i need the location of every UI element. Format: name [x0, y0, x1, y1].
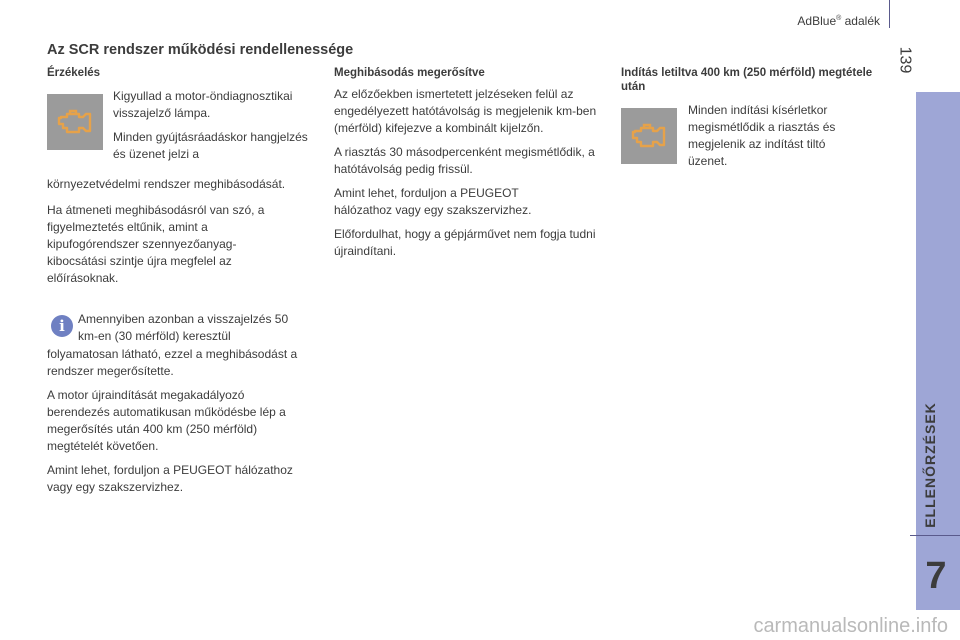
engine-check-icon: [47, 94, 103, 150]
header-brand: [797, 14, 880, 28]
page-number-text: 139: [895, 46, 913, 74]
column-confirmed: [334, 66, 604, 267]
paragraph: Előfordulhat, hogy a gépjárművet nem fogja tudni újraindítani.: [334, 227, 596, 258]
page-title: Az SCR rendszer működési rendellenessége: [47, 42, 354, 58]
column-heading: Meghibásodás megerősítve: [334, 67, 485, 79]
chapter-number: 7: [925, 555, 947, 597]
paragraph: A motor újraindítását megakadályozó berendezés automatikusan működésbe lép a megerősítés után 400 km (250 mérföld) megtételét követően.: [47, 388, 286, 453]
paragraph: Kigyullad a motor-öndiagnosztikai visszajelző lámpa.: [113, 89, 293, 120]
column-start-blocked: [621, 66, 881, 182]
paragraph: Amennyiben azonban a visszajelzés 50 km-en (30 mérföld) keresztül: [78, 312, 289, 343]
paragraph: környezetvédelmi rendszer meghibásodását.: [47, 177, 286, 191]
column-detection: [47, 66, 317, 503]
paragraph: Minden gyújtásráadáskor hangjelzés és üzenet jelzi a: [113, 130, 308, 161]
chapter-label-text: ELLENŐRZÉSEK: [922, 402, 939, 528]
warning-block: [47, 88, 317, 178]
paragraph: A riasztás 30 másodpercenként megismétlődik, a hatótávolság pedig frissül.: [334, 145, 595, 176]
paragraph: folyamatosan látható, ezzel a meghibásodást a rendszer megerősítette.: [47, 347, 298, 378]
paragraph: Ha átmeneti meghibásodásról van szó, a figyelmeztetés eltűnik, amint a kipufogórendszer szennyezőanyag-kibocsátási szintje újra megfelel az előírásoknak.: [47, 203, 265, 285]
paragraph: Minden indítási kísérletkor megismétlődik a riasztás és megjelenik az indítást tiltó üzenet.: [688, 103, 836, 168]
brand-registered-mark: ®: [836, 15, 842, 22]
warning-block: [621, 102, 881, 182]
page-number: [890, 40, 918, 80]
brand-suffix: adalék: [841, 14, 880, 28]
watermark: carmanualsonline.info: [753, 615, 948, 637]
paragraph: Amint lehet, forduljon a PEUGEOT hálózathoz vagy egy szakszervizhez.: [334, 186, 532, 217]
info-block: [47, 311, 317, 346]
brand-name: AdBlue: [797, 14, 837, 28]
chapter-label: [916, 380, 944, 550]
info-icon: [51, 315, 73, 337]
engine-check-icon: [621, 108, 677, 164]
column-heading: Indítás letiltva 400 km (250 mérföld) megtétele után: [621, 67, 873, 93]
info-icon-glyph: i: [59, 316, 65, 335]
paragraph: Az előzőekben ismertetett jelzéseken felül az engedélyezett hatótávolság is megjelenik km-ben (mérföld) kifejezve a kombinált kijelzőn.: [334, 87, 597, 135]
column-heading: Érzékelés: [47, 67, 101, 79]
header-divider: [889, 0, 890, 28]
paragraph: Amint lehet, forduljon a PEUGEOT hálózathoz vagy egy szakszervizhez.: [47, 463, 293, 494]
